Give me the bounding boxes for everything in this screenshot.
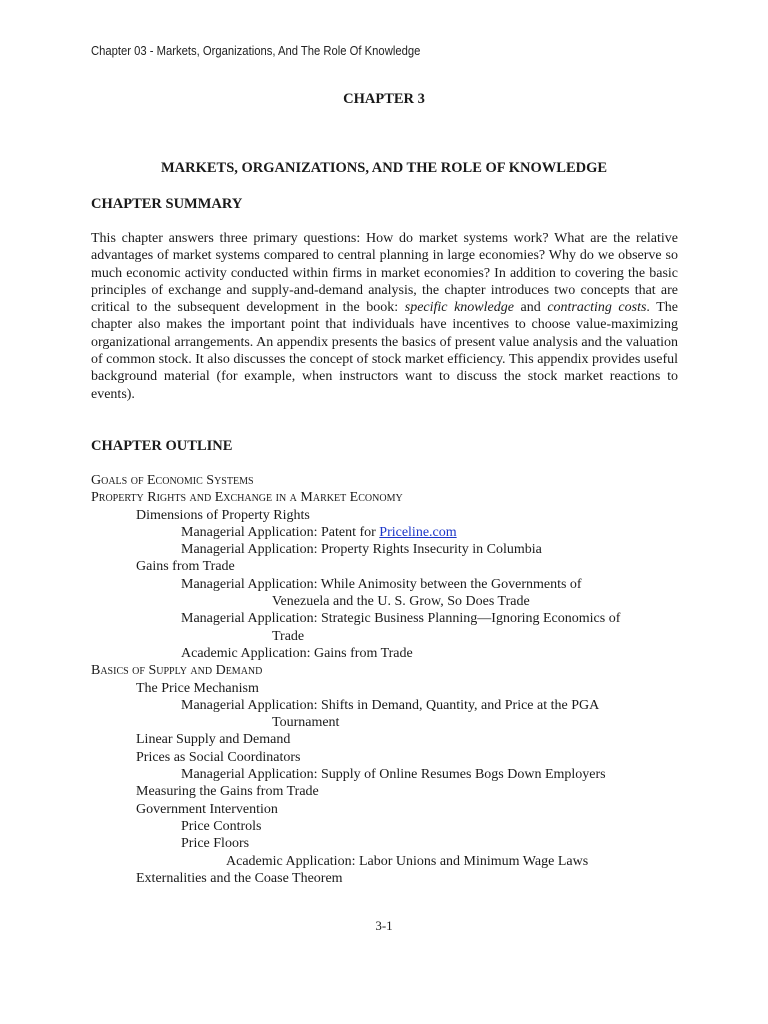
chapter-number: CHAPTER 3 — [343, 91, 425, 107]
outline-item-price-controls: Price Controls — [181, 818, 262, 834]
outline-item-price-mechanism: The Price Mechanism — [136, 680, 259, 696]
outline-item-animosity-governments-cont: Venezuela and the U. S. Grow, So Does Trade — [272, 594, 530, 610]
outline-item-animosity-governments: Managerial Application: While Animosity between the Governments of — [181, 576, 582, 592]
outline-item-gains-from-trade: Gains from Trade — [136, 559, 235, 575]
chapter-outline — [91, 472, 691, 887]
priceline-link[interactable]: Priceline.com — [379, 524, 457, 540]
summary-term-contracting-costs: contracting costs — [547, 300, 647, 316]
summary-text-2: and — [513, 300, 548, 316]
outline-item-strategic-business-planning: Managerial Application: Strategic Business Planning—Ignoring Economics of — [181, 611, 621, 627]
page-number: 3-1 — [375, 918, 393, 933]
summary-term-specific-knowledge: specific knowledge — [404, 300, 514, 316]
outline-item-academic-gains-from-trade: Academic Application: Gains from Trade — [181, 645, 413, 661]
chapter-title: MARKETS, ORGANIZATIONS, AND THE ROLE OF KNOWLEDGE — [160, 160, 608, 176]
outline-item-patent-for-priceline — [91, 524, 691, 541]
outline-item-price-floors: Price Floors — [181, 836, 250, 852]
outline-item-measuring-gains: Measuring the Gains from Trade — [136, 784, 319, 800]
outline-item-linear-supply-and-demand: Linear Supply and Demand — [136, 732, 291, 748]
summary-heading: CHAPTER SUMMARY — [91, 196, 243, 212]
outline-item-property-rights-and-exchange: Property Rights and Exchange in a Market Economy — [91, 490, 403, 506]
outline-item-property-rights-insecurity: Managerial Application: Property Rights Insecurity in Columbia — [181, 542, 542, 558]
outline-item-online-resumes: Managerial Application: Supply of Online Resumes Bogs Down Employers — [181, 767, 606, 783]
outline-item-patent-label: Managerial Application: Patent for — [181, 524, 380, 540]
outline-item-dimensions-of-property-rights: Dimensions of Property Rights — [136, 507, 310, 523]
outline-item-prices-as-social-coordinators: Prices as Social Coordinators — [136, 749, 301, 765]
outline-item-labor-unions: Academic Application: Labor Unions and Minimum Wage Laws — [226, 853, 589, 869]
outline-heading: CHAPTER OUTLINE — [91, 438, 233, 454]
outline-item-pga-tournament-cont: Tournament — [272, 715, 340, 731]
summary-text-1: This chapter answers three primary questions: How do market systems work? What are the relative advantages of market systems compared to central planning in large economies? Why do we observe so much economic activity conducted within firms in market economies? In addition to covering the basic principles of exchange and supply-and-demand analysis, the chapter introduces two concepts that are critical to the subsequent development in the book: — [91, 231, 678, 316]
outline-item-government-intervention: Government Intervention — [136, 801, 278, 817]
outline-item-goals-of-economic-systems: Goals of Economic Systems — [91, 473, 254, 488]
outline-item-strategic-business-planning-cont: Trade — [272, 628, 305, 644]
summary-paragraph — [91, 230, 678, 403]
summary-text-3: . The chapter also makes the important point that individuals have incentives to choose value-maximizing organizational arrangements. An appendix presents the basics of present value analysis and the valuation of common stock. It also discusses the concept of stock market efficiency. This appendix provides useful background material (for example, when instructors want to discuss the stock market reactions to events). — [91, 300, 678, 402]
outline-item-basics-of-supply-and-demand: Basics of Supply and Demand — [91, 663, 263, 679]
outline-item-externalities-coase: Externalities and the Coase Theorem — [136, 870, 343, 886]
running-header: Chapter 03 - Markets, Organizations, And The Role Of Knowledge — [91, 44, 421, 58]
outline-item-pga-tournament: Managerial Application: Shifts in Demand, Quantity, and Price at the PGA — [181, 697, 600, 713]
